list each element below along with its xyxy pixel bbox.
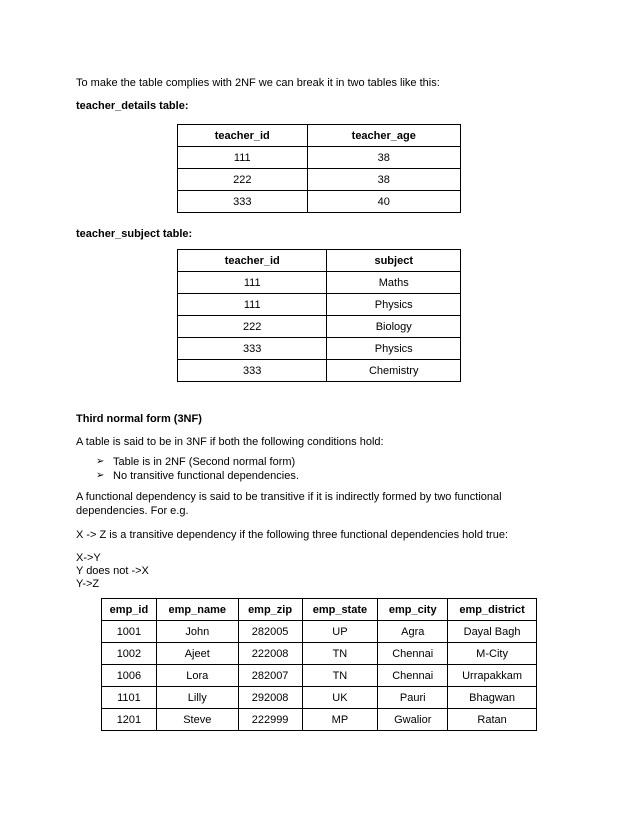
table-cell: 111 <box>178 272 327 294</box>
table-cell: Urrapakkam <box>448 665 537 687</box>
list-item-text: No transitive functional dependencies. <box>113 470 299 482</box>
table-cell: UK <box>302 687 378 709</box>
table-cell: Gwalior <box>378 709 448 731</box>
header-cell: teacher_age <box>307 125 460 147</box>
table-header-row <box>178 125 461 147</box>
table-cell: Dayal Bagh <box>448 621 537 643</box>
table-row <box>178 360 461 382</box>
table-cell: 111 <box>178 294 327 316</box>
table-row <box>178 191 461 213</box>
condition-intro-text: A table is said to be in 3NF if both the following conditions hold: <box>76 436 384 448</box>
table-cell: 1101 <box>102 687 157 709</box>
table-cell: 38 <box>307 147 460 169</box>
dependency-line: Y->Z <box>76 578 100 590</box>
table-cell: MP <box>302 709 378 731</box>
header-cell: subject <box>327 250 461 272</box>
table-cell: UP <box>302 621 378 643</box>
table-cell: Biology <box>327 316 461 338</box>
table-cell: 38 <box>307 169 460 191</box>
header-cell: teacher_id <box>178 125 308 147</box>
teacher-details-table <box>177 124 461 213</box>
teacher-details-heading: teacher_details table: <box>76 100 189 112</box>
header-cell: emp_city <box>378 599 448 621</box>
table-cell: 282005 <box>238 621 302 643</box>
table-row <box>178 338 461 360</box>
table-cell: 222 <box>178 169 308 191</box>
table-cell: 111 <box>178 147 308 169</box>
dependency-line: Y does not ->X <box>76 565 149 577</box>
list-item <box>96 469 299 483</box>
table-cell: Chennai <box>378 665 448 687</box>
table-cell: Physics <box>327 294 461 316</box>
dependency-line: X->Y <box>76 552 101 564</box>
example-intro-text: X -> Z is a transitive dependency if the following three functional dependencies hold true: <box>76 529 509 541</box>
transitive-definition-text: A functional dependency is said to be transitive if it is indirectly formed by two functional dependencies. For e.g. <box>76 491 502 517</box>
arrow-bullet-icon: ➢ <box>96 456 105 467</box>
table-cell: Bhagwan <box>448 687 537 709</box>
table-row <box>102 621 537 643</box>
table-cell: Steve <box>156 709 238 731</box>
header-cell: emp_id <box>102 599 157 621</box>
table-cell: Lora <box>156 665 238 687</box>
dependency-lines <box>76 552 149 591</box>
table-cell: 222999 <box>238 709 302 731</box>
table-row <box>178 272 461 294</box>
table-cell: Maths <box>327 272 461 294</box>
table-row <box>102 643 537 665</box>
intro-text: To make the table complies with 2NF we can break it in two tables like this: <box>76 77 440 89</box>
table-cell: TN <box>302 665 378 687</box>
third-nf-heading: Third normal form (3NF) <box>76 413 202 425</box>
table-cell: 333 <box>178 360 327 382</box>
table-cell: Agra <box>378 621 448 643</box>
table-row <box>102 709 537 731</box>
list-item-text: Table is in 2NF (Second normal form) <box>113 456 296 468</box>
table-cell: Physics <box>327 338 461 360</box>
list-item <box>96 455 299 469</box>
table-cell: 222008 <box>238 643 302 665</box>
table-cell: 222 <box>178 316 327 338</box>
header-cell: emp_name <box>156 599 238 621</box>
table-cell: 1002 <box>102 643 157 665</box>
table-row <box>178 316 461 338</box>
table-cell: Ratan <box>448 709 537 731</box>
table-cell: 282007 <box>238 665 302 687</box>
table-row <box>102 665 537 687</box>
table-cell: John <box>156 621 238 643</box>
table-cell: 333 <box>178 191 308 213</box>
table-cell: Pauri <box>378 687 448 709</box>
table-cell: Chemistry <box>327 360 461 382</box>
table-header-row <box>178 250 461 272</box>
teacher-subject-heading: teacher_subject table: <box>76 228 193 240</box>
header-cell: emp_district <box>448 599 537 621</box>
header-cell: emp_state <box>302 599 378 621</box>
table-row <box>178 169 461 191</box>
table-row <box>178 147 461 169</box>
header-cell: teacher_id <box>178 250 327 272</box>
table-cell: 292008 <box>238 687 302 709</box>
table-cell: Ajeet <box>156 643 238 665</box>
arrow-bullet-icon: ➢ <box>96 470 105 481</box>
table-row <box>102 687 537 709</box>
table-cell: 333 <box>178 338 327 360</box>
table-row <box>178 294 461 316</box>
header-cell: emp_zip <box>238 599 302 621</box>
employee-table <box>101 598 537 731</box>
table-header-row <box>102 599 537 621</box>
table-cell: 1201 <box>102 709 157 731</box>
conditions-list <box>96 455 299 483</box>
table-cell: Lilly <box>156 687 238 709</box>
table-cell: Chennai <box>378 643 448 665</box>
table-cell: TN <box>302 643 378 665</box>
teacher-subject-table <box>177 249 461 382</box>
table-cell: 1006 <box>102 665 157 687</box>
table-cell: M-City <box>448 643 537 665</box>
table-cell: 1001 <box>102 621 157 643</box>
table-cell: 40 <box>307 191 460 213</box>
